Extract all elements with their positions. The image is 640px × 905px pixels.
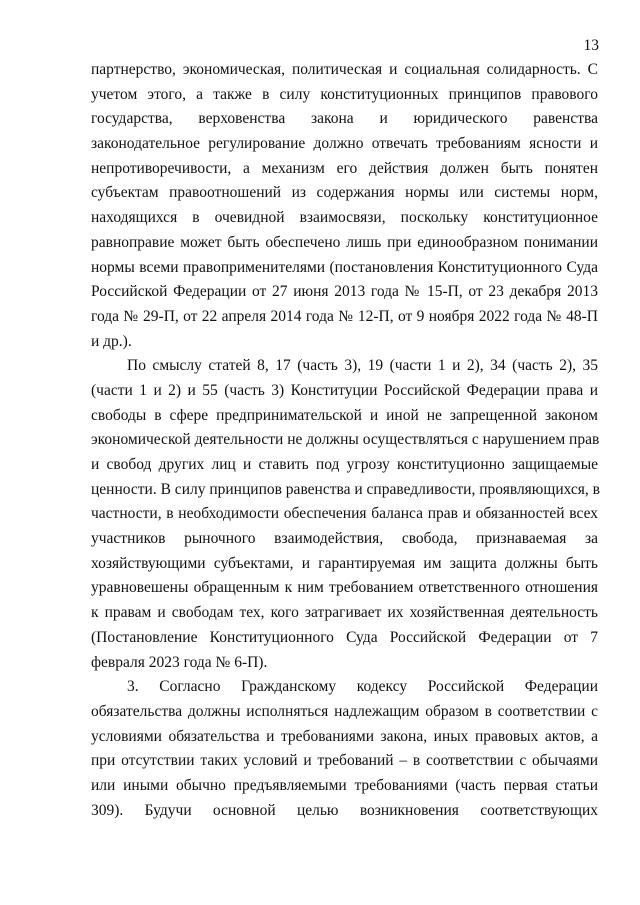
text-line: 309). Будучи основной целью возникновения соответствующих [91,801,598,819]
text-line: экономической деятельности не должны осуществляться с нарушением прав [91,431,600,449]
text-line: Российской Федерации от 27 июня 2013 года № 15-П, от 23 декабря 2013 [91,283,598,301]
text-line: и др.). [91,332,132,350]
text-line: участников рыночного взаимодействия, свобода, признаваемая за [91,530,598,548]
text-line: субъектам правоотношений из содержания нормы или системы норм, [91,184,598,202]
text-line: хозяйствующими субъектами, и гарантируемая им защита должны быть [91,554,598,572]
text-line: условиями обязательства и требованиями закона, иных правовых актов, а [91,727,598,745]
text-line: года № 29-П, от 22 апреля 2014 года № 12-П, от 9 ноября 2022 года № 48-П [91,307,598,325]
text-line: при отсутствии таких условий и требований – в соответствии с обычаями [91,752,598,770]
text-line: нормы всеми правоприменителями (постановления Конституционного Суда [91,258,598,276]
text-line: законодательное регулирование должно отвечать требованиям ясности и [91,135,598,153]
text-line: февраля 2023 года № 6-П). [91,653,268,671]
text-line: и свобод других лиц и ставить под угрозу конституционно защищаемые [91,456,598,473]
text-line: По смыслу статей 8, 17 (часть 3), 19 (части 1 и 2), 34 (часть 2), 35 [127,357,598,375]
document-body [91,58,601,823]
page-number: 13 [583,37,599,54]
text-line: непротиворечивости, а механизм его действия должен быть понятен [91,159,598,177]
text-line: партнерство, экономическая, политическая и социальная солидарность. С [91,61,598,78]
text-line: свободы в сфере предпринимательской и иной не запрещенной законом [91,406,598,424]
text-line: или иными обычно предъявляемыми требованиями (часть первая статьи [91,776,598,794]
text-line: уравновешены обращенным к ним требованием ответственного отношения [91,579,598,597]
text-line: учетом этого, а также в силу конституционных принципов правового [91,85,598,103]
paragraph [91,675,598,823]
text-line: (части 1 и 2) и 55 (часть 3) Конституции Российской Федерации права и [91,381,598,399]
text-line: ценности. В силу принципов равенства и справедливости, проявляющихся, в [91,480,601,498]
paragraph [91,354,601,675]
text-line: государства, верховенства закона и юридического равенства [91,110,598,128]
paragraph [91,58,598,354]
text-line: обязательства должны исполняться надлежащим образом в соответствии с [91,702,598,720]
text-line: равноправие может быть обеспечено лишь при единообразном понимании [91,233,598,251]
text-line: 3. Согласно Гражданскому кодексу Российской Федерации [127,678,598,696]
text-line: частности, в необходимости обеспечения баланса прав и обязанностей всех [91,505,598,523]
text-line: находящихся в очевидной взаимосвязи, поскольку конституционное [91,209,598,227]
text-line: к правам и свободам тех, кого затрагивает их хозяйственная деятельность [91,604,598,622]
text-line: (Постановление Конституционного Суда Российской Федерации от 7 [91,628,598,646]
